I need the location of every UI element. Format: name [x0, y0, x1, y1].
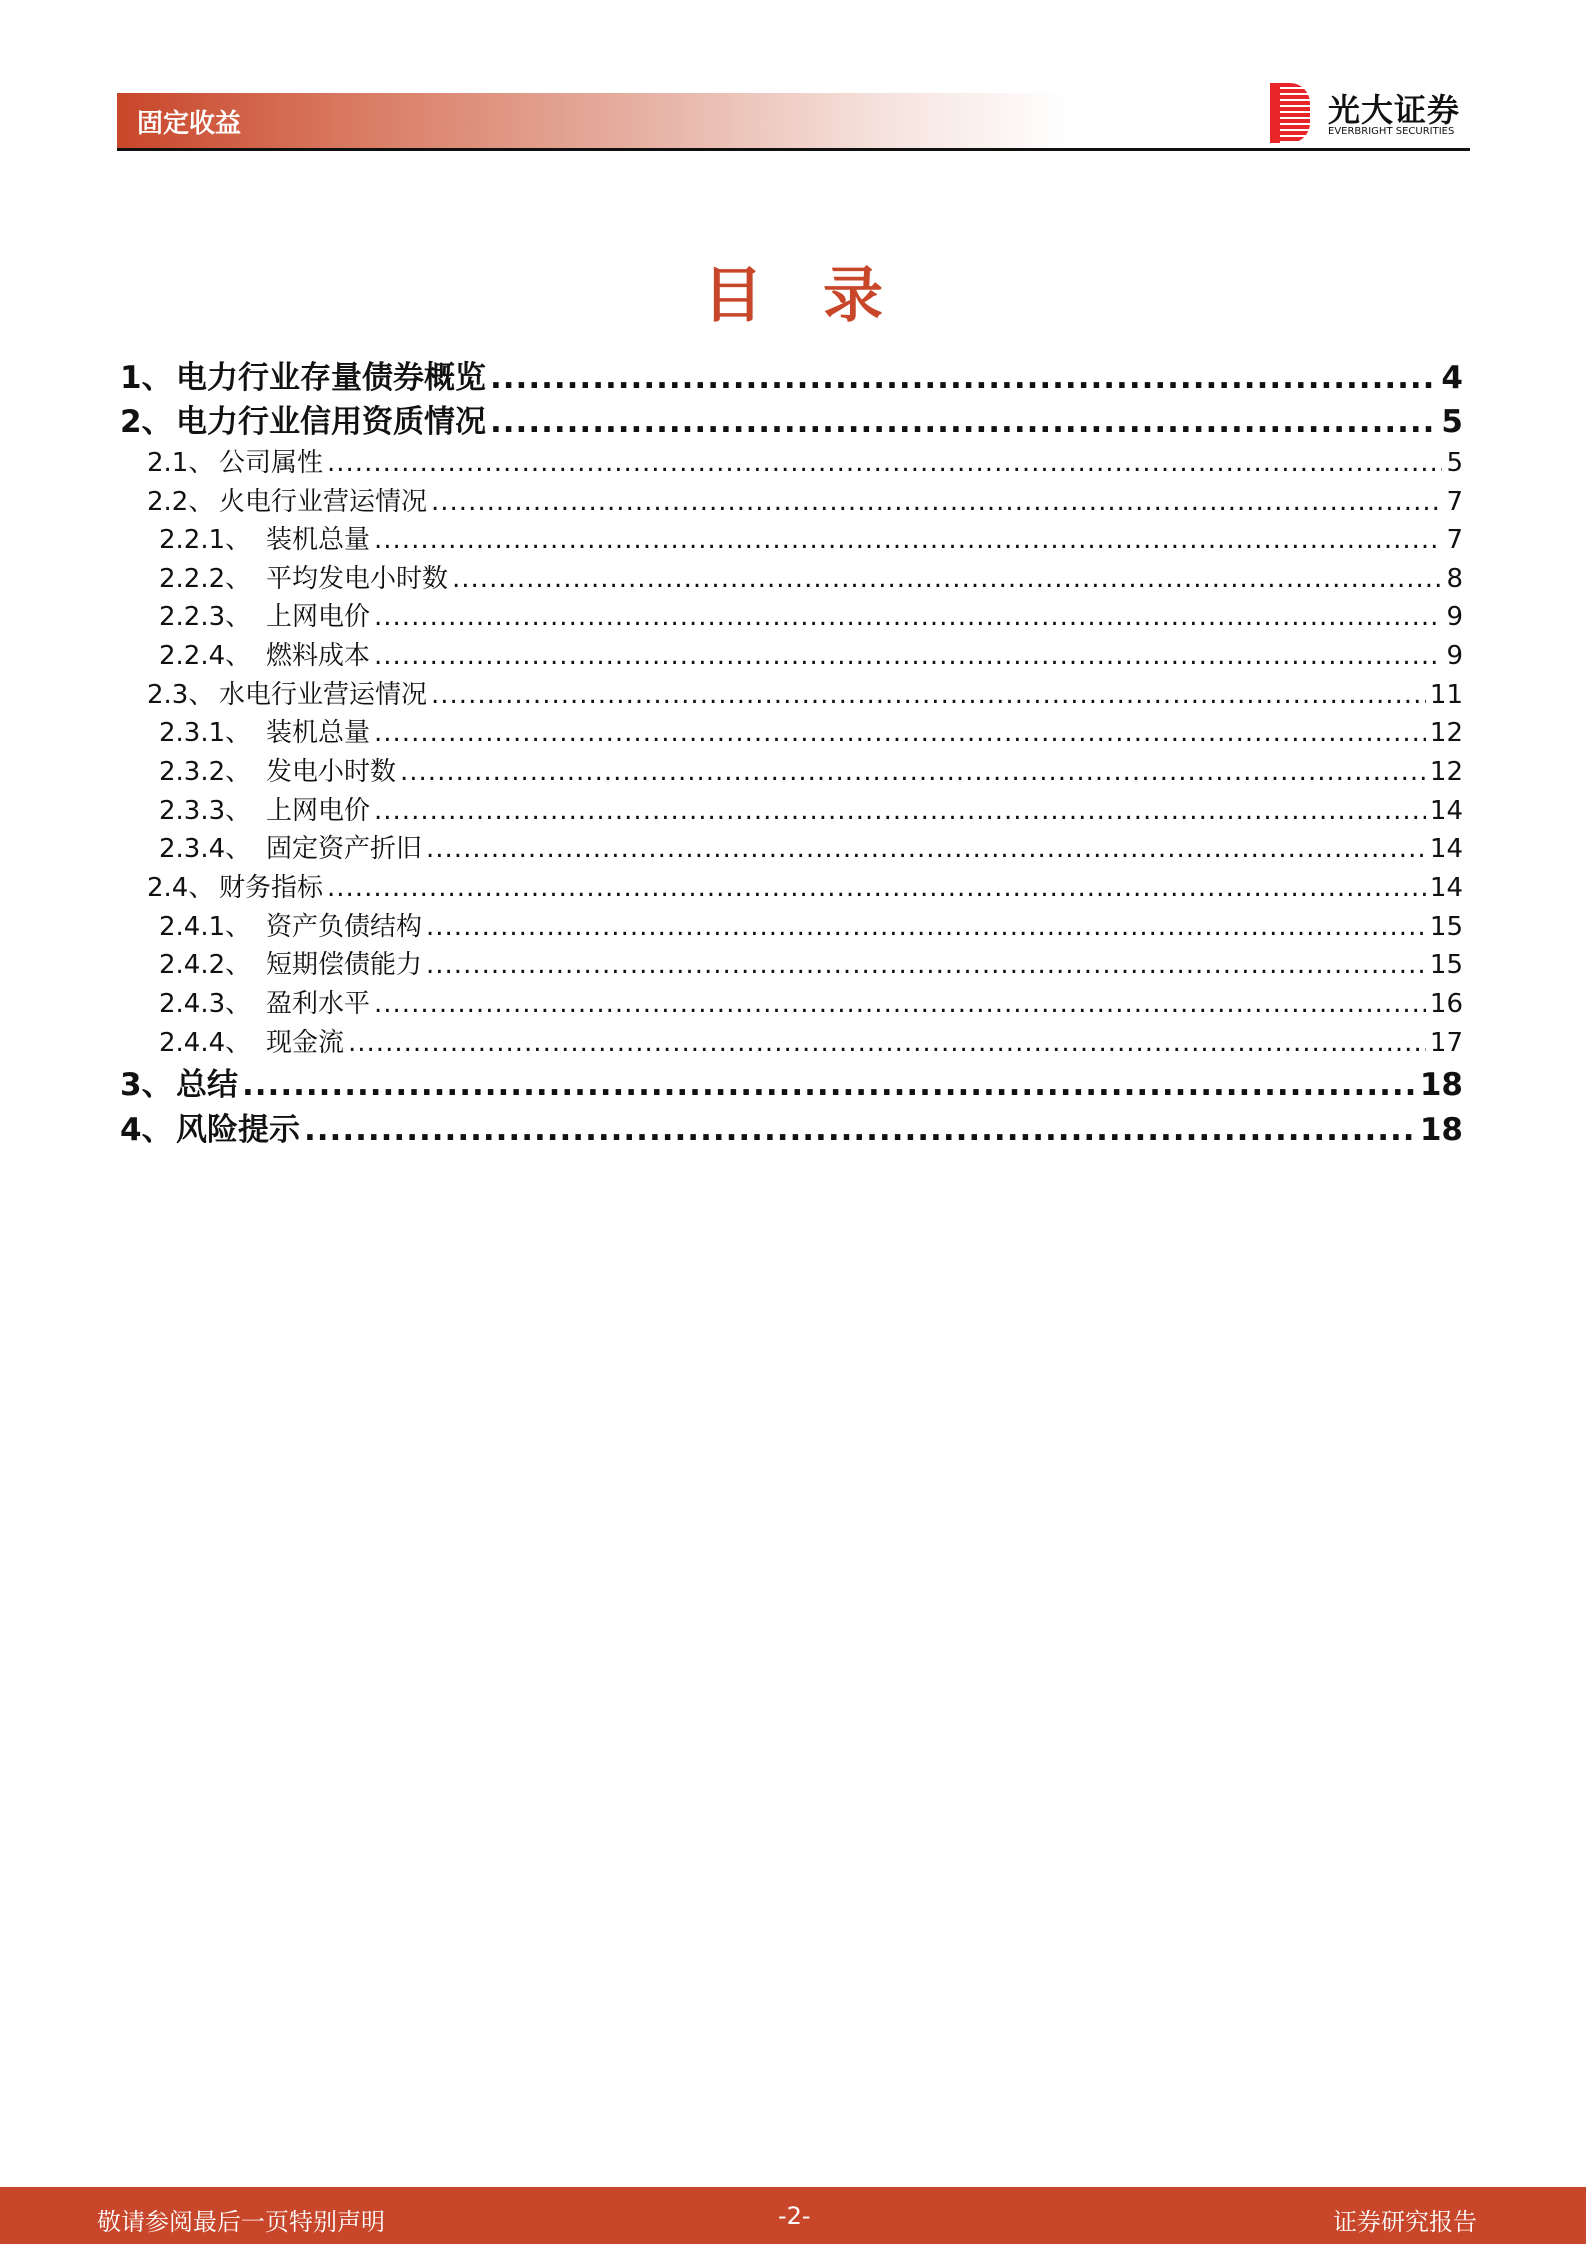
toc-entry-title: 燃料成本: [266, 641, 371, 671]
toc-entry[interactable]: [159, 944, 1463, 981]
toc-entry-page: 5: [1446, 448, 1463, 478]
toc-entry-number: 2.2.3、: [159, 602, 252, 632]
toc-entry[interactable]: [120, 396, 1463, 441]
toc-entry-number: 2、: [120, 404, 173, 440]
toc-entry-title: 总结: [176, 1067, 238, 1103]
company-logo: [1270, 83, 1470, 143]
toc-leader-dots: [426, 834, 1426, 864]
toc-entry[interactable]: [159, 596, 1463, 633]
toc-leader-dots: [374, 989, 1426, 1019]
header-banner: [117, 93, 1067, 148]
toc-leader-dots: [374, 525, 1442, 555]
toc-leader-dots: [327, 448, 1442, 478]
footer-report-type: 证券研究报告: [1333, 2208, 1477, 2236]
toc-entry-page: 12: [1429, 757, 1463, 787]
toc-entry[interactable]: [159, 751, 1463, 788]
toc-entry-page: 5: [1441, 404, 1463, 440]
toc-entry-title: 短期偿债能力: [266, 950, 423, 980]
toc-leader-dots: [426, 912, 1426, 942]
toc-leader-dots: [374, 796, 1426, 826]
toc-leader-dots: [452, 564, 1442, 594]
toc-entry-title: 上网电价: [266, 602, 371, 632]
toc-entry[interactable]: [147, 674, 1463, 711]
toc-entry-number: 2.4.4、: [159, 1028, 252, 1058]
toc-leader-dots: [304, 1112, 1416, 1148]
toc-entry[interactable]: [120, 1059, 1463, 1104]
toc-leader-dots: [400, 757, 1426, 787]
toc-entry-number: 2.2.4、: [159, 641, 252, 671]
footer-disclaimer: 敬请参阅最后一页特别声明: [97, 2208, 385, 2236]
toc-leader-dots: [374, 718, 1426, 748]
toc-entry-page: 9: [1446, 641, 1463, 671]
toc-entry-number: 2.3.1、: [159, 718, 252, 748]
toc-entry-page: 14: [1429, 834, 1463, 864]
toc-entry-title: 装机总量: [266, 525, 371, 555]
toc-leader-dots: [242, 1067, 1416, 1103]
toc-entry-page: 14: [1429, 796, 1463, 826]
toc-entry-page: 17: [1429, 1028, 1463, 1058]
toc-entry[interactable]: [159, 1022, 1463, 1059]
toc-entry-number: 2.4.1、: [159, 912, 252, 942]
toc-entry-title: 固定资产折旧: [266, 834, 423, 864]
toc-entry-page: 8: [1446, 564, 1463, 594]
toc-leader-dots: [431, 680, 1426, 710]
toc-entry-page: 15: [1429, 950, 1463, 980]
page-title: 目录: [703, 261, 943, 331]
toc-entry-number: 2.2、: [147, 487, 215, 517]
toc-entry[interactable]: [147, 442, 1463, 479]
toc-entry-title: 水电行业营运情况: [219, 680, 428, 710]
toc-entry-number: 2.4.2、: [159, 950, 252, 980]
toc-entry-page: 9: [1446, 602, 1463, 632]
toc-leader-dots: [374, 602, 1442, 632]
toc-entry-number: 2.3.4、: [159, 834, 252, 864]
toc-entry-title: 电力行业信用资质情况: [176, 404, 486, 440]
toc-leader-dots: [348, 1028, 1426, 1058]
toc-entry-number: 1、: [120, 360, 173, 396]
toc-entry[interactable]: [159, 519, 1463, 556]
toc-entry-page: 16: [1429, 989, 1463, 1019]
toc-leader-dots: [490, 360, 1437, 396]
toc-entry-title: 资产负债结构: [266, 912, 423, 942]
toc-entry-number: 2.1、: [147, 448, 215, 478]
toc-entry[interactable]: [159, 906, 1463, 943]
toc-entry[interactable]: [159, 712, 1463, 749]
toc-entry-title: 风险提示: [176, 1112, 300, 1148]
toc-entry-title: 财务指标: [219, 873, 324, 903]
toc-leader-dots: [374, 641, 1442, 671]
toc-entry-title: 现金流: [266, 1028, 345, 1058]
toc-entry-title: 盈利水平: [266, 989, 371, 1019]
toc-entry-number: 3、: [120, 1067, 173, 1103]
page-number: -2-: [778, 2202, 811, 2230]
toc-entry-number: 4、: [120, 1112, 173, 1148]
header-divider: [117, 148, 1470, 151]
toc-entry[interactable]: [147, 867, 1463, 904]
toc-entry-page: 18: [1419, 1112, 1463, 1148]
logo-mark-icon: [1270, 83, 1310, 143]
toc-entry-number: 2.4.3、: [159, 989, 252, 1019]
toc-entry-page: 4: [1441, 360, 1463, 396]
toc-entry[interactable]: [159, 558, 1463, 595]
toc-entry-number: 2.4、: [147, 873, 215, 903]
toc-entry-title: 平均发电小时数: [266, 564, 449, 594]
toc-entry-page: 11: [1429, 680, 1463, 710]
footer-bar: [0, 2187, 1586, 2244]
toc-entry-title: 发电小时数: [266, 757, 397, 787]
toc-leader-dots: [327, 873, 1426, 903]
toc-leader-dots: [426, 950, 1426, 980]
toc-entry[interactable]: [120, 352, 1463, 397]
toc-entry-page: 7: [1446, 525, 1463, 555]
toc-entry-page: 18: [1419, 1067, 1463, 1103]
logo-name-cn: 光大证券: [1328, 91, 1461, 129]
toc-entry[interactable]: [159, 828, 1463, 865]
toc-entry[interactable]: [120, 1104, 1463, 1149]
toc-entry-number: 2.3.3、: [159, 796, 252, 826]
toc-entry-number: 2.2.1、: [159, 525, 252, 555]
toc-entry-title: 上网电价: [266, 796, 371, 826]
toc-entry-title: 装机总量: [266, 718, 371, 748]
toc-entry[interactable]: [159, 635, 1463, 672]
toc-entry[interactable]: [159, 983, 1463, 1020]
toc-leader-dots: [490, 404, 1437, 440]
toc-entry-title: 火电行业营运情况: [219, 487, 428, 517]
toc-entry[interactable]: [159, 790, 1463, 827]
toc-entry-page: 15: [1429, 912, 1463, 942]
toc-entry-page: 7: [1446, 487, 1463, 517]
toc-entry-number: 2.2.2、: [159, 564, 252, 594]
toc-entry-number: 2.3、: [147, 680, 215, 710]
logo-name-en: EVERBRIGHT SECURITIES: [1328, 126, 1455, 137]
toc-entry-page: 12: [1429, 718, 1463, 748]
toc-entry-page: 14: [1429, 873, 1463, 903]
section-label: 固定收益: [137, 109, 242, 139]
toc-entry-number: 2.3.2、: [159, 757, 252, 787]
toc-entry-title: 电力行业存量债券概览: [176, 360, 486, 396]
toc-leader-dots: [431, 487, 1442, 517]
toc-entry-title: 公司属性: [219, 448, 324, 478]
toc-entry[interactable]: [147, 481, 1463, 518]
